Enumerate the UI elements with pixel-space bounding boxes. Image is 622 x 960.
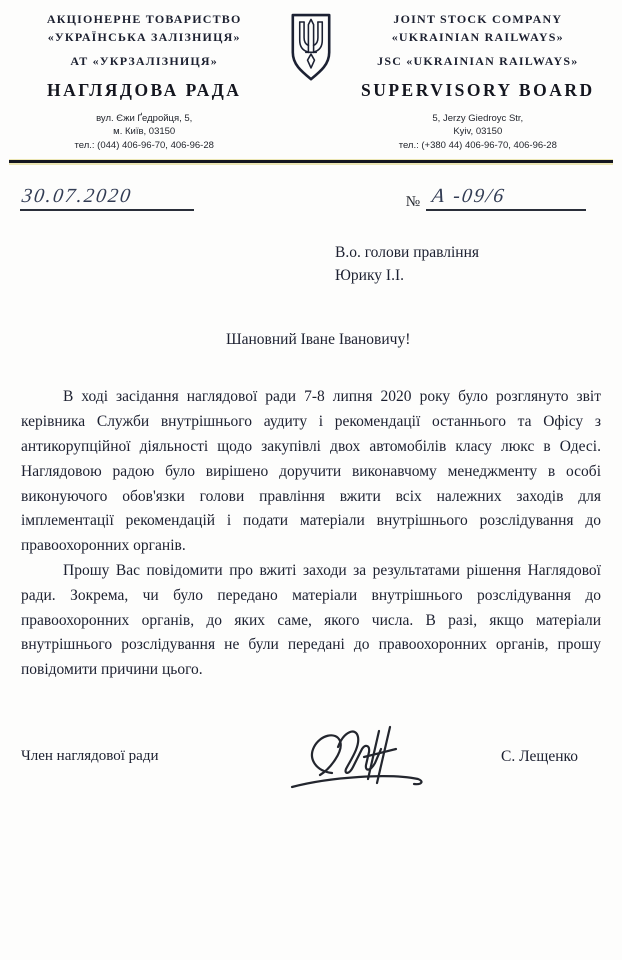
signer-name: С. Лещенко <box>501 747 578 765</box>
letterhead-separator-rule <box>9 159 613 165</box>
addressee-block <box>335 241 622 288</box>
letterhead-right-column <box>342 10 614 152</box>
address-street-en: 5, Jerzy Giedroyc Str, <box>432 113 524 124</box>
org-title-uk: НАГЛЯДОВА РАДА <box>46 80 242 100</box>
body-paragraph-1: В ході засідання наглядової ради 7-8 липня 2020 року було розглянуто звіт керівника Служби внутрішнього аудиту і рекомендації останнього та Офісу з антикорупційної діяльності щодо закупівлі двох автомобілів класу люкс в Одесі. Наглядовою радою було вирішено доручити виконавчому менеджменту в особі виконуючого обов'язки голови правління вжити всіх належних заходів для імплементації рекомендацій і подати матеріали внутрішнього розслідування до правоохоронних органів. <box>21 388 601 555</box>
address-phone-en: тел.: (+380 44) 406-96-70, 406-96-28 <box>398 139 557 151</box>
letter-body <box>21 385 601 683</box>
separator-gold-bottom <box>9 163 613 165</box>
number-label: № <box>405 193 420 210</box>
reference-row <box>20 185 586 211</box>
company-abbrev-en: JSC «UKRAINIAN RAILWAYS» <box>377 54 579 68</box>
company-name-en-line1: JOINT STOCK COMPANY <box>393 12 563 26</box>
handwritten-signature-icon <box>280 713 440 801</box>
company-name-en-line2: «UKRAINIAN RAILWAYS» <box>391 30 564 44</box>
number-underline <box>426 185 586 211</box>
salutation: Шановний Іване Івановичу! <box>226 331 411 349</box>
body-paragraph-2: Прошу Вас повідомити про вжиті заходи за результатами рішення Наглядової ради. Зокрема, чи було передано матеріали внутрішнього розслідування до правоохоронних органів, до яких саме, якого числа. В разі, якщо матеріали внутрішнього розслідування не були передані до правоохоронних органів, прошу повідомити причини цього. <box>21 561 601 679</box>
addressee-role: В.о. голови правління <box>335 243 480 261</box>
address-phone-uk: тел.: (044) 406-96-70, 406-96-28 <box>74 139 214 151</box>
address-city-uk: м. Київ, 03150 <box>113 126 176 138</box>
company-name-uk-line2: «УКРАЇНСЬКА ЗАЛІЗНИЦЯ» <box>47 30 241 44</box>
address-block-uk <box>8 112 280 152</box>
letterhead-emblem-area <box>280 10 341 152</box>
ukraine-trident-icon <box>285 12 337 84</box>
signature-row <box>21 713 578 801</box>
letterhead-left-column <box>8 10 280 152</box>
address-city-en: Kyiv, 03150 <box>453 126 503 138</box>
org-title-en: SUPERVISORY BOARD <box>360 80 595 100</box>
company-abbrev-uk: АТ «УКРЗАЛІЗНИЦЯ» <box>70 54 219 68</box>
handwritten-date: 30.07.2020 <box>20 184 134 207</box>
company-name-uk-line1: АКЦІОНЕРНЕ ТОВАРИСТВО <box>46 12 242 26</box>
date-field <box>20 185 194 211</box>
letterhead <box>0 0 622 152</box>
addressee-name: Юрику І.І. <box>335 267 404 285</box>
address-street-uk: вул. Єжи Ґедройця, 5, <box>96 113 193 124</box>
address-block-en <box>342 112 614 152</box>
number-field <box>406 185 586 211</box>
signer-role: Член наглядової ради <box>21 748 159 765</box>
handwritten-number: А -09/6 <box>430 184 508 207</box>
